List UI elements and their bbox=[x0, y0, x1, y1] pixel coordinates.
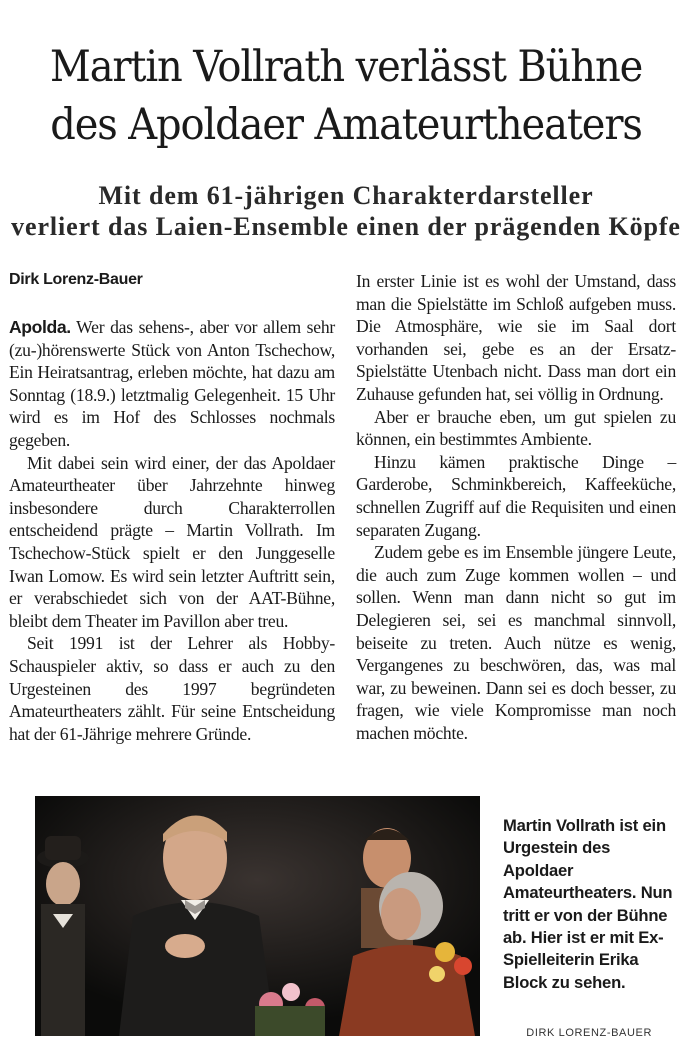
dateline: Apolda. bbox=[9, 317, 71, 337]
subheadline-line-2: verliert das Laien-Ensemble einen der prägenden Köpfe bbox=[11, 212, 681, 241]
paragraph-text: Wer das sehens-, aber vor allem sehr (zu-)hörenswerte Stück von Anton Tschechow, Ein Heiratsantrag, erleben möchte, hat dazu am Sonntag (18.9.) letztmalig Gelegenheit. 15 Uhr wird es im Hof des Schlosses nochmals gegeben. bbox=[9, 317, 335, 450]
paragraph bbox=[9, 316, 335, 452]
headline-line-1: Martin Vollrath verlässt Bühne bbox=[49, 42, 643, 92]
headline bbox=[24, 38, 668, 154]
subheadline bbox=[0, 180, 692, 242]
paragraph: Mit dabei sein wird einer, der das Apoldaer Amateurtheater über Jahrzehnte hinweg insbesondere durch Charakterrollen entscheidend prägte – Martin Vollrath. Im Tschechow-Stück spielt er den Junggeselle Iwan Lomow. Es wird sein letzter Auftritt sein, er verabschiedet sich von der AAT-Bühne, bleibt dem Theater im Pavillon aber treu. bbox=[9, 452, 335, 631]
paragraph: Hinzu kämen praktische Dinge – Garderobe, Schminkbereich, Kaffeeküche, schnellen Zugriff auf die Requisiten und einen separaten Zugang. bbox=[356, 451, 676, 540]
photo-caption: Martin Vollrath ist ein Urgestein des Apoldaer Amateurtheaters. Nun tritt er von der Bühne ab. Hier ist er mit Ex-Spielleiterin Erika Block zu sehen. bbox=[503, 816, 673, 992]
paragraph: In erster Linie ist es wohl der Umstand, dass man die Spielstätte im Schloß aufgeben muss. Die Atmosphäre, wie sie im Saal dort vorhanden sei, gebe es an der Ersatz-Spielstätte Utenbach nicht. Dass man dort ein Zuhause gefunden hat, sei völlig in Ordnung. bbox=[356, 271, 676, 404]
article-column-left bbox=[9, 316, 335, 745]
headline-line-2: des Apoldaer Amateurtheaters bbox=[50, 100, 642, 150]
article-photo bbox=[35, 796, 480, 1036]
paragraph: Aber er brauche eben, um gut spielen zu können, ein bestimmtes Ambiente. bbox=[356, 406, 676, 450]
subheadline-line-1: Mit dem 61-jährigen Charakterdarsteller bbox=[98, 181, 594, 210]
paragraph: Seit 1991 ist der Lehrer als Hobby-Schauspieler aktiv, so dass er auch zu den Urgesteinen des 1997 begründeten Amateurtheaters zählt. Für seine Entscheidung hat der 61-Jährige mehrere Gründe. bbox=[9, 633, 335, 744]
article-column-right bbox=[356, 270, 676, 744]
photo-credit: DIRK LORENZ-BAUER bbox=[526, 1027, 652, 1039]
byline: Dirk Lorenz-Bauer bbox=[9, 271, 143, 288]
paragraph: Zudem gebe es im Ensemble jüngere Leute, die auch zum Zuge kommen wollen – und sollen. Wenn man dann nicht so gut im Delegieren sei, sei es manchmal sinnvoll, beiseite zu treten. Auch nütze es wenig, Vergangenes zu beschwören, das, was mal war, zu beweinen. Dann sei es doch besser, zu fragen, wie viele Kompromisse man noch machen möchte. bbox=[356, 542, 676, 743]
stage-scene-illustration bbox=[35, 796, 480, 1036]
